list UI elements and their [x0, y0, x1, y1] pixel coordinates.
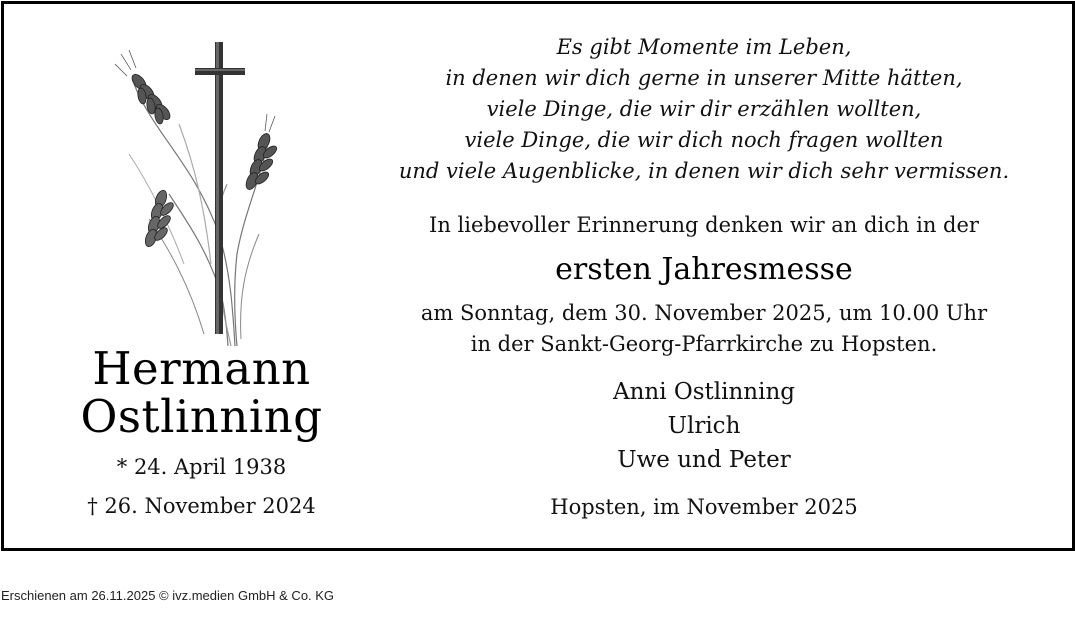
deceased-column [4, 4, 399, 548]
poem-line: und viele Augenblicke, in denen wir dich sehr vermissen. [398, 159, 1010, 183]
mourner-name: Ulrich [667, 413, 741, 439]
mass-details [384, 298, 1024, 360]
deceased-first-name: Hermann [92, 342, 311, 395]
mourners-list [384, 375, 1024, 477]
deceased-last-name: Ostlinning [80, 390, 323, 443]
obituary-notice [1, 1, 1075, 551]
message-column [384, 4, 1024, 548]
poem-line: viele Dinge, die wir dir erzählen wollten, [486, 97, 922, 121]
remembrance-intro: In liebevoller Erinnerung denken wir an dich in der [429, 213, 979, 237]
mourner-name: Uwe und Peter [617, 447, 791, 473]
mourner-name: Anni Ostlinning [612, 379, 796, 405]
publication-footer: Erschienen am 26.11.2025 © ivz.medien GmbH & Co. KG [1, 588, 335, 603]
poem-line: in denen wir dich gerne in unserer Mitte hätten, [445, 66, 963, 90]
poem-line: viele Dinge, die wir dich noch fragen wollten [464, 128, 944, 152]
place-and-date: Hopsten, im November 2025 [550, 495, 858, 519]
mass-location: in der Sankt-Georg-Pfarrkirche zu Hopsten. [470, 332, 938, 356]
poem-line: Es gibt Momente im Leben, [556, 35, 852, 59]
death-date: † 26. November 2024 [87, 494, 316, 518]
memorial-poem [384, 32, 1024, 187]
birth-date: * 24. April 1938 [116, 455, 287, 479]
cross-wheat-icon [109, 34, 289, 349]
memorial-mass-title: ersten Jahresmesse [555, 252, 853, 287]
mass-date-time: am Sonntag, dem 30. November 2025, um 10.00 Uhr [420, 301, 988, 325]
